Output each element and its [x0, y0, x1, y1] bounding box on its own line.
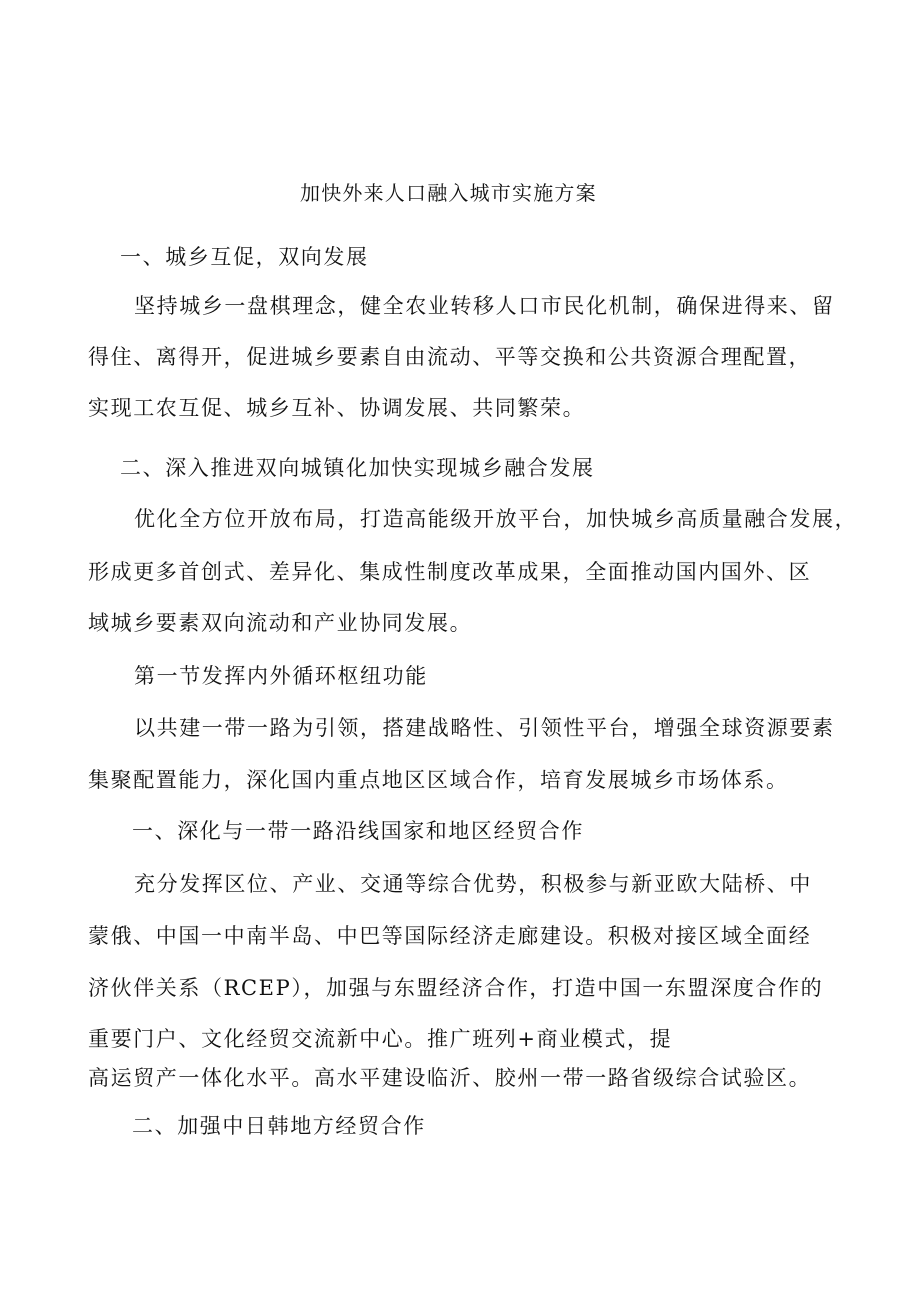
paragraph-4-line-4: 重要门户、文化经贸交流新中心。推广班列+商业模式，提	[88, 1027, 673, 1051]
section-1-heading: 第一节发挥内外循环枢纽功能	[134, 664, 428, 688]
paragraph-4-line-5: 高运贸产一体化水平。高水平建设临沂、胶州一带一路省级综合试验区。	[88, 1066, 812, 1090]
heading-china-japan-korea: 二、加强中日韩地方经贸合作	[132, 1114, 426, 1138]
paragraph-2-line-3: 域城乡要素双向流动和产业协同发展。	[88, 611, 473, 635]
document-title: 加快外来人口融入城市实施方案	[300, 181, 597, 205]
paragraph-3-line-1: 以共建一带一路为引领，搭建战略性、引领性平台，增强全球资源要素	[134, 716, 835, 740]
heading-belt-and-road: 一、深化与一带一路沿线国家和地区经贸合作	[132, 819, 584, 843]
paragraph-4-line-2: 蒙俄、中国一中南半岛、中巴等国际经济走廊建设。积极对接区域全面经	[88, 924, 812, 948]
paragraph-1-line-1: 坚持城乡一盘棋理念，健全农业转移人口市民化机制，确保进得来、留	[134, 294, 835, 318]
paragraph-1-line-3: 实现工农互促、城乡互补、协调发展、共同繁荣。	[88, 396, 586, 420]
heading-two-way-urbanization: 二、深入推进双向城镇化加快实现城乡融合发展	[120, 456, 595, 480]
paragraph-2-line-1: 优化全方位开放布局，打造高能级开放平台，加快城乡高质量融合发展，	[134, 507, 858, 531]
paragraph-4-line-1: 充分发挥区位、产业、交通等综合优势，积极参与新亚欧大陆桥、中	[134, 872, 812, 896]
paragraph-4-line-3: 济伙伴关系（RCEP），加强与东盟经济合作，打造中国一东盟深度合作的	[88, 976, 824, 1000]
paragraph-2-line-2: 形成更多首创式、差异化、集成性制度改革成果，全面推动国内国外、区	[88, 560, 812, 584]
paragraph-3-line-2: 集聚配置能力，深化国内重点地区区域合作，培育发展城乡市场体系。	[88, 768, 789, 792]
paragraph-1-line-2: 得住、离得开，促进城乡要素自由流动、平等交换和公共资源合理配置，	[88, 345, 812, 369]
heading-urban-rural: 一、城乡互促，双向发展	[120, 245, 369, 269]
